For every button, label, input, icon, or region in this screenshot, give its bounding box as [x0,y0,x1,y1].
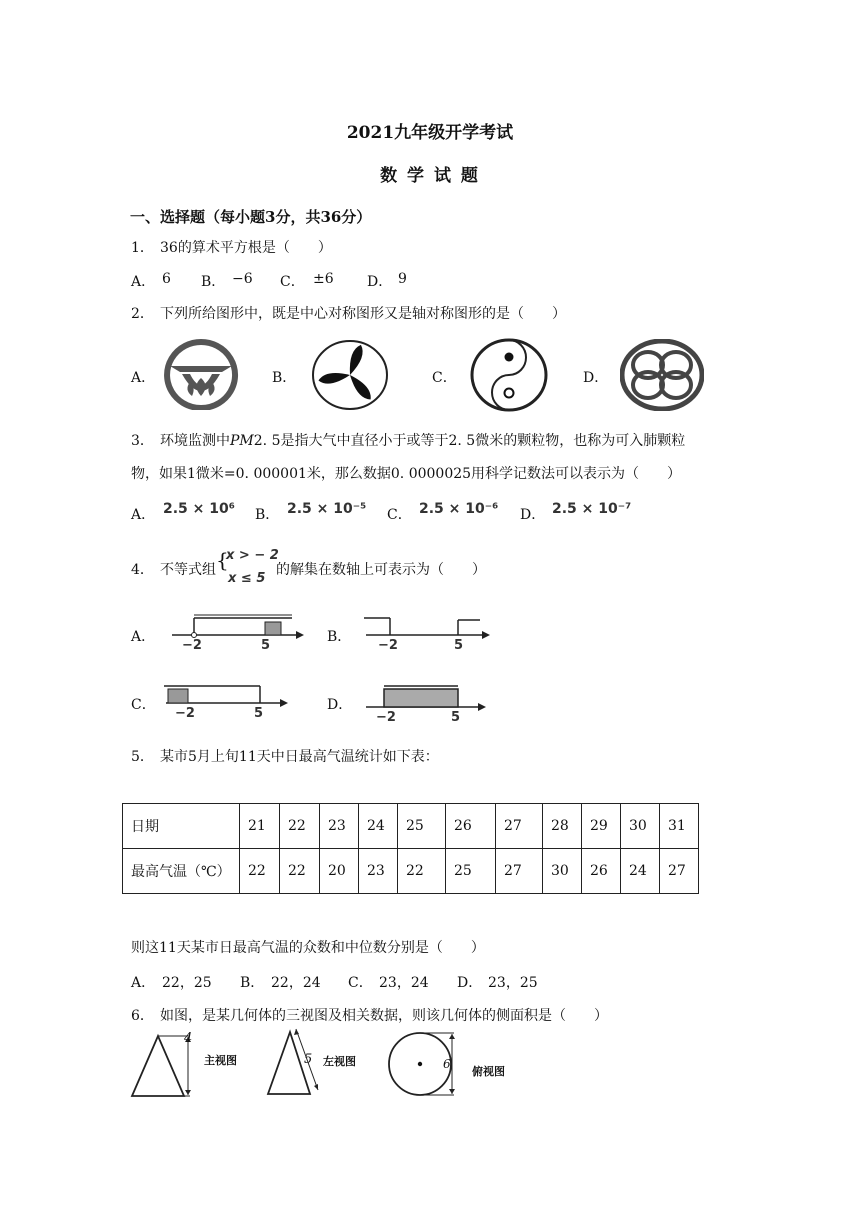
q4-inequality-1: x > − 2 [226,548,279,563]
table-row-dates [123,804,699,849]
q2-number: 2． [131,306,154,322]
q3-option-d-label: D． [520,507,546,523]
q5-option-c-value: 23，24 [379,975,429,991]
table-cell: 26 [582,849,621,894]
table-cell: 23 [359,849,398,894]
table-cell: 24 [621,849,660,894]
number-line-c-tick-left: −2 [175,706,195,721]
q4-number: 4． [131,562,154,578]
q4-inequality-2: x ≤ 5 [228,571,266,586]
table-cell: 30 [621,804,660,849]
q2-option-c-label: C． [432,370,457,386]
q3-line1 [160,430,685,450]
table-cell: 22 [280,804,320,849]
q5-option-d-label: D． [457,975,483,991]
front-view-figure [128,1030,208,1102]
q3-option-a-value: 2.5 × 10⁶ [163,501,235,517]
q6-text: 如图，是某几何体的三视图及相关数据，则该几何体的侧面积是（ ） [160,1008,608,1024]
yin-yang-figure [469,337,549,413]
table-row-temps [123,849,699,894]
q2-option-b-label: B． [272,370,297,386]
top-view-figure [384,1026,464,1102]
q3-line2: 物，如果1微米=0. 000001米，那么数据0. 0000025用科学记数法可以表示为（ ） [131,466,682,482]
table-cell: 21 [240,804,280,849]
q3-option-c-label: C． [387,507,412,523]
table-cell: 27 [496,804,543,849]
table-cell: 26 [446,804,496,849]
q6-number: 6． [131,1008,154,1024]
table-cell: 29 [582,804,621,849]
q5-option-c-label: C． [348,975,373,991]
number-line-d-tick-left: −2 [376,710,396,725]
q4-option-b-label: B． [327,629,352,645]
q2-option-a-label: A． [131,370,156,386]
q4-option-a-label: A． [131,629,156,645]
q1-number: 1． [131,240,154,256]
q1-option-a-label: A． [131,274,156,290]
number-line-b-tick-right: 5 [454,638,464,653]
logo-circle-figure [160,338,242,410]
q3-option-a-label: A． [131,507,156,523]
table-cell: 20 [320,849,359,894]
q5-option-a-value: 22，25 [162,975,212,991]
q3-line1-post: 2. 5是指大气中直径小于或等于2. 5微米的颗粒物，也称为可入肺颗粒 [253,433,686,449]
section-heading: 一、选择题（每小题3分，共36分） [130,208,372,226]
q1-text: 36的算术平方根是（ ） [160,240,332,256]
table-cell: 31 [660,804,699,849]
three-blade-figure [310,338,390,412]
top-view-dim: 6 [443,1057,451,1071]
exam-title: 2021九年级开学考试 [346,123,514,143]
table-cell: 22 [280,849,320,894]
number-line-a-tick-left: −2 [182,638,202,653]
q1-option-d-label: D． [367,274,393,290]
table-cell: 25 [398,804,446,849]
q2-text: 下列所给图形中，既是中心对称图形又是轴对称图形的是（ ） [160,306,566,322]
top-view-label: 俯视图 [472,1065,505,1078]
table-cell: 27 [496,849,543,894]
q5-option-b-label: B． [240,975,265,991]
q5-number: 5． [131,749,154,765]
q1-option-d-value: 9 [398,271,407,287]
q3-pm-term: PM [230,433,254,449]
table-cell: 23 [320,804,359,849]
q1-option-b-value: −6 [232,271,253,287]
number-line-d-tick-right: 5 [451,710,461,725]
q4-brace: { [216,548,229,572]
q3-option-c-value: 2.5 × 10⁻⁶ [419,501,499,517]
four-petal-figure [620,339,704,411]
q3-option-b-value: 2.5 × 10⁻⁵ [287,501,367,517]
table-header-date: 日期 [123,804,240,849]
q3-number: 3． [131,433,154,449]
q2-option-d-label: D． [583,370,609,386]
table-cell: 22 [240,849,280,894]
table-cell: 24 [359,804,398,849]
table-cell: 28 [543,804,582,849]
q1-option-c-value: ±6 [313,271,334,287]
q3-option-b-label: B． [255,507,280,523]
table-cell: 27 [660,849,699,894]
q5-option-b-value: 22，24 [271,975,321,991]
q5-option-a-label: A． [131,975,156,991]
number-line-b-tick-left: −2 [378,638,398,653]
q4-option-d-label: D． [327,697,353,713]
q3-line1-pre: 环境监测中 [160,433,230,449]
q5-question: 则这11天某市日最高气温的众数和中位数分别是（ ） [131,940,485,956]
table-cell: 30 [543,849,582,894]
temperature-table [122,803,699,894]
front-view-label: 主视图 [204,1054,237,1067]
q3-option-d-value: 2.5 × 10⁻⁷ [552,501,632,517]
q1-option-c-label: C． [280,274,305,290]
left-view-dim: 5 [304,1052,313,1067]
q1-option-b-label: B． [201,274,226,290]
q5-option-d-value: 23，25 [488,975,538,991]
left-view-label: 左视图 [323,1055,356,1068]
table-cell: 25 [446,849,496,894]
exam-subtitle: 数 学 试 题 [380,166,480,186]
number-line-a-tick-right: 5 [261,638,271,653]
q4-pre: 不等式组 [160,562,216,578]
q4-option-c-label: C． [131,697,156,713]
q4-post: 的解集在数轴上可表示为（ ） [276,562,486,578]
q1-option-a-value: 6 [162,271,171,287]
q5-text: 某市5月上旬11天中日最高气温统计如下表： [160,749,439,765]
table-header-temp: 最高气温（℃） [123,849,240,894]
left-view-figure [266,1026,326,1102]
table-cell: 22 [398,849,446,894]
front-view-dim: 4 [184,1031,193,1046]
number-line-c-tick-right: 5 [254,706,264,721]
